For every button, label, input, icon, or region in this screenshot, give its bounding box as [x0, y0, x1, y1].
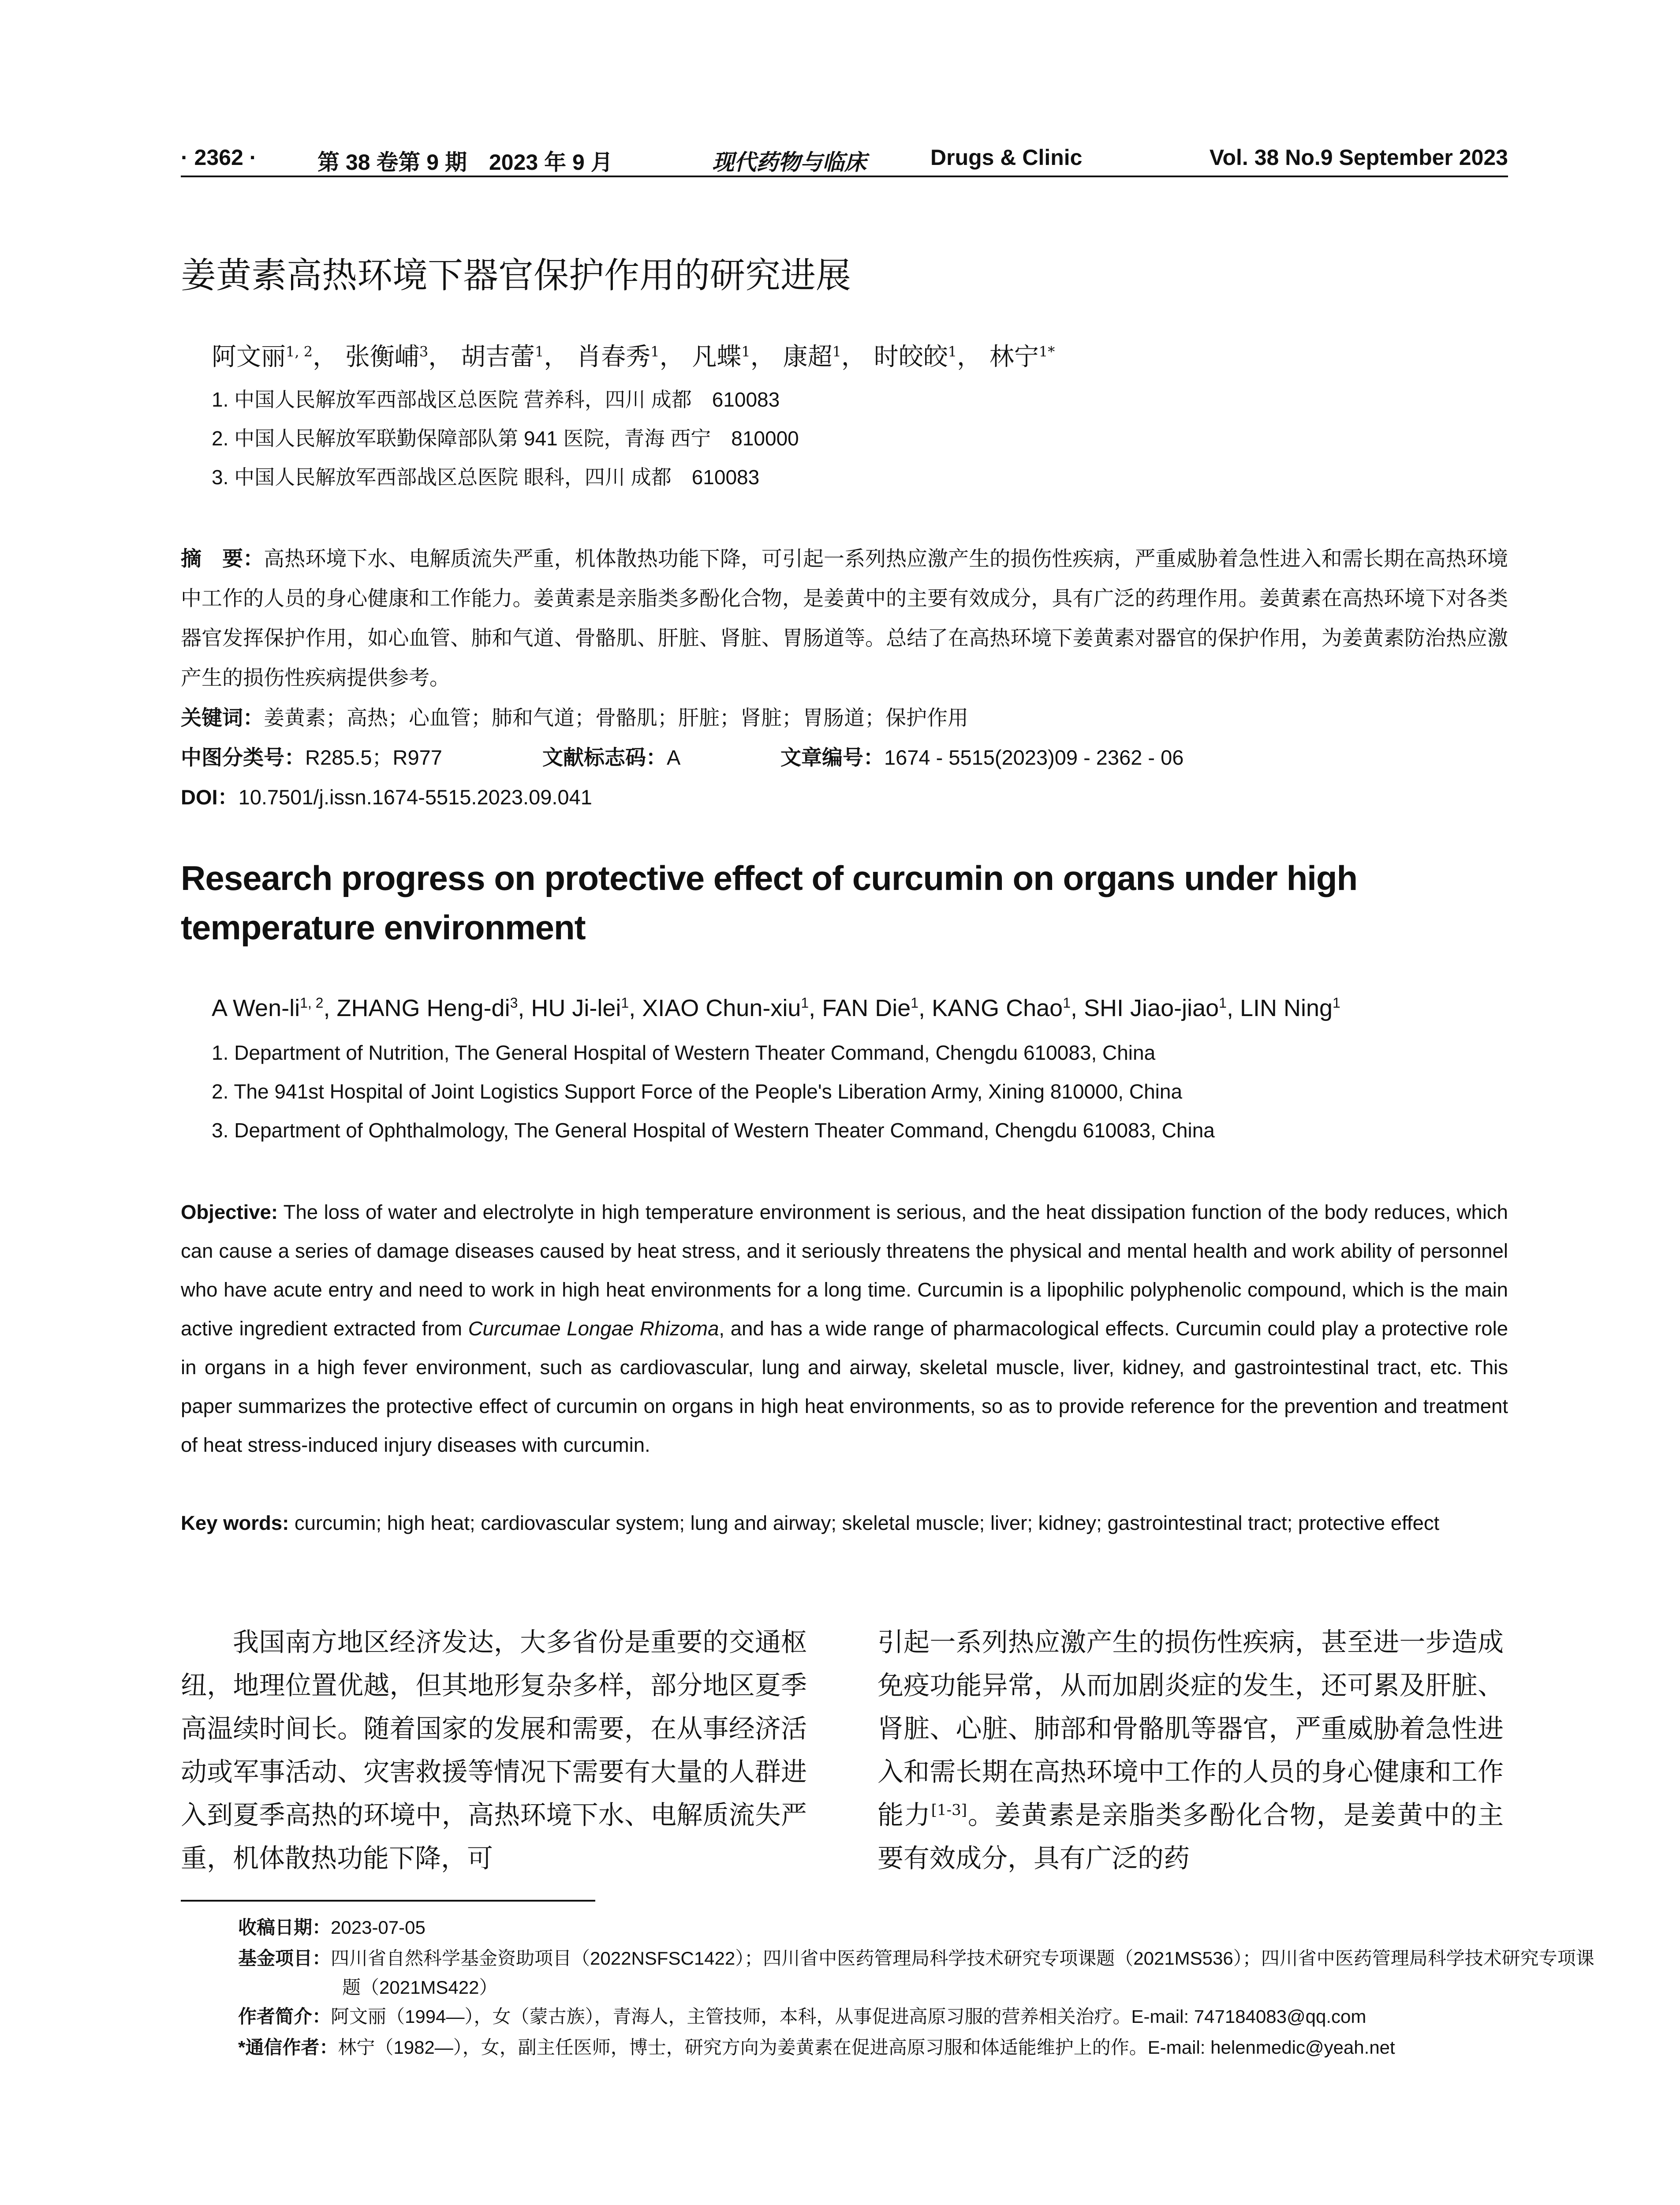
- footnote-label: 收稿日期：: [238, 1917, 331, 1938]
- abstract-label-zh: 摘 要：: [181, 547, 264, 570]
- author-affil-mark: 1: [650, 343, 660, 360]
- keywords-label-zh: 关键词：: [181, 706, 264, 729]
- footnote-value: 阿文丽（1994—），女（蒙古族），青海人，主管技师，本科，从事促进高原习服的营养相关治疗。E-mail: 747184083@qq.com: [331, 2006, 1366, 2027]
- keywords-zh: [181, 698, 1508, 738]
- author-affil-mark: 1: [535, 343, 544, 360]
- affiliation-en: 1. Department of Nutrition, The General Hospital of Western Theater Command, Chengdu 610083, China: [212, 1041, 1156, 1064]
- body-column-left: 我国南方地区经济发达，大多省份是重要的交通枢纽，地理位置优越，但其地形复杂多样，部分地区夏季高温续时间长。随着国家的发展和需要，在从事经济活动或军事活动、灾害救援等情况下需要有大量的人群进入到夏季高热的环境中，高热环境下水、电解质流失严重，机体散热功能下降，可: [181, 1627, 807, 1873]
- journal-name-zh: 现代药物与临床: [712, 149, 866, 175]
- author-affil-mark: 1: [1333, 995, 1340, 1011]
- author-affil-mark: 1: [801, 995, 809, 1011]
- doi-value: 10.7501/j.issn.1674-5515.2023.09.041: [238, 785, 592, 809]
- citation-ref: [1-3]: [931, 1801, 967, 1819]
- doi-line: [181, 777, 1508, 817]
- page-number: · 2362 ·: [181, 145, 257, 170]
- running-header: [181, 140, 1508, 177]
- affiliation-zh: 1. 中国人民解放军西部战区总医院 营养科，四川 成都 610083: [212, 388, 780, 411]
- author-name: KANG Chao: [932, 995, 1063, 1021]
- keywords-text-en: curcumin; high heat; cardiovascular system; lung and airway; skeletal muscle; liver; kidney; gastrointestinal tract; protective effect: [289, 1512, 1440, 1534]
- footnote-value: 2023-07-05: [331, 1917, 426, 1938]
- body-text: 引起一系列热应激产生的损伤性疾病，甚至进一步造成免疫功能异常，从而加剧炎症的发生，还可累及肝脏、肾脏、心脏、肺部和骨骼肌等器官，严重威胁着急性进入和需长期在高热环境中工作的人员的身心健康和工作能力: [877, 1627, 1504, 1830]
- author-name: 康超: [783, 343, 833, 371]
- author-affil-mark: 1: [1219, 995, 1227, 1011]
- author-affil-mark: 1: [1063, 995, 1071, 1011]
- body-column-right: [877, 1621, 1504, 1880]
- keywords-label-en: Key words:: [181, 1512, 289, 1534]
- abstract-text-en: The loss of water and electrolyte in high temperature environment is serious, and the heat dissipation function of the body reduces, which can cause a series of damage diseases caused by heat stress, and it seriously threatens the physical and mental health and work ability of personnel who have acute entry and need to work in high heat environments for a long time. Curcumin is a lipophilic polyphenolic compound, which is the main active ingredient extracted from: [181, 1201, 1508, 1340]
- author-name: SHI Jiao-jiao: [1084, 995, 1219, 1021]
- footnote-corresponding-author: [238, 2033, 1508, 2062]
- author-list-zh: 阿文丽$^{1, 2}$， 张衡峬$^3$， 胡吉蕾$^1$， 肖春秀$^1$， 凡蝶$^1$， 康超$^1$， 时皎皎$^1$， 林宁$^{1*}$: [212, 343, 1055, 371]
- article-title-en: Research progress on protective effect of curcumin on organs under high temperature environment: [181, 859, 1358, 947]
- abstract-text-zh: 高热环境下水、电解质流失严重，机体散热功能下降，可引起一系列热应激产生的损伤性疾病，严重威胁着急性进入和需长期在高热环境中工作的人员的身心健康和工作能力。姜黄素是亲脂类多酚化合物，是姜黄中的主要有效成分，具有广泛的药理作用。姜黄素在高热环境下对各类器官发挥保护作用，如心血管、肺和气道、骨骼肌、肝脏、肾脏、胃肠道等。总结了在高热环境下姜黄素对器官的保护作用，为姜黄素防治热应激产生的损伤性疾病提供参考。: [181, 547, 1508, 690]
- footnote-label: 基金项目：: [238, 1948, 331, 1969]
- keywords-text-zh: 姜黄素；高热；心血管；肺和气道；骨骼肌；肝脏；肾脏；胃肠道；保护作用: [264, 706, 968, 730]
- author-affil-mark: 1: [832, 343, 841, 360]
- affiliation-en: 2. The 941st Hospital of Joint Logistics Support Force of the People's Liberation Army, Xining 810000, China: [212, 1080, 1183, 1103]
- author-name: FAN Die: [822, 995, 911, 1021]
- affiliation-en: 3. Department of Ophthalmology, The General Hospital of Western Theater Command, Chengdu 610083, China: [212, 1119, 1215, 1142]
- author-affil-mark: 3: [510, 995, 518, 1011]
- author-name: HU Ji-lei: [531, 995, 621, 1021]
- doi-label: DOI：: [181, 785, 239, 809]
- body-text: 。姜黄素是亲脂类多酚化合物，是姜黄中的主要有效成分，具有广泛的药: [877, 1800, 1504, 1873]
- footnote-received-date: [238, 1913, 1508, 1942]
- doc-code-value: A: [667, 746, 681, 769]
- issue-info-zh: 第 38 卷第 9 期 2023 年 9 月: [317, 150, 613, 175]
- abstract-latin-name: Curcumae Longae Rhizoma: [468, 1317, 719, 1340]
- author-name: 阿文丽: [212, 343, 286, 371]
- author-name: 林宁: [989, 343, 1039, 371]
- author-affil-mark: 1: [741, 343, 750, 360]
- footnote-value: 林宁（1982—），女，副主任医师，博士，研究方向为姜黄素在促进高原习服和体适能维护上的作。E-mail: helenmedic@yeah.net: [338, 2037, 1395, 2058]
- footnote-author-bio: [238, 2002, 1508, 2031]
- clc-label: 中图分类号：: [181, 746, 305, 769]
- author-affil-mark: 1, 2: [300, 995, 324, 1011]
- author-affil-mark: 1: [621, 995, 629, 1011]
- author-name: LIN Ning: [1239, 995, 1333, 1021]
- volume-info-en: Vol. 38 No.9 September 2023: [1209, 145, 1508, 170]
- abstract-text-en-cont: , and has a wide range of pharmacological effects. Curcumin could play a protective role in organs in a high fever environment, such as cardiovascular, lung and airway, skeletal muscle, liver, kidney, and gastrointestinal tract, etc. This paper summarizes the protective effect of curcumin on organs in high heat environments, so as to provide reference for the prevention and treatment of heat stress-induced injury diseases with curcumin.: [181, 1317, 1508, 1456]
- author-name: 肖春秀: [576, 343, 651, 371]
- footnote-label: 作者简介：: [238, 2006, 331, 2027]
- author-affil-mark: 3: [419, 343, 429, 360]
- footnote-divider: [181, 1900, 595, 1902]
- author-name: 凡蝶: [692, 343, 742, 371]
- author-affil-mark: 1: [948, 343, 957, 360]
- article-number-value: 1674 - 5515(2023)09 - 2362 - 06: [884, 746, 1184, 769]
- abstract-zh: [181, 539, 1508, 698]
- journal-name-en: Drugs & Clinic: [930, 145, 1083, 170]
- author-affil-mark: 1: [911, 995, 919, 1011]
- author-name: A Wen-li: [212, 995, 300, 1021]
- article-title-zh: 姜黄素高热环境下器官保护作用的研究进展: [181, 256, 851, 295]
- affiliation-zh: 2. 中国人民解放军联勤保障部队第 941 医院，青海 西宁 810000: [212, 427, 799, 450]
- footnote-label: *通信作者：: [238, 2037, 338, 2058]
- author-list-en: A Wen-li$^{1, 2}$, ZHANG Heng-$di^3$, HU Ji-lei$^1$, XIAO Chun-xiu$^1$, FAN Die$^1$, KANG Chao$^1$, SHI Jiao-jiao$^1$, LIN Ning$^1$: [212, 995, 1340, 1021]
- doc-code-label: 文献标志码：: [542, 746, 667, 769]
- author-name: 时皎皎: [874, 343, 948, 371]
- article-number-label: 文章编号：: [780, 746, 884, 769]
- affiliation-zh: 3. 中国人民解放军西部战区总医院 眼科，四川 成都 610083: [212, 466, 760, 489]
- author-name: 胡吉蕾: [461, 343, 535, 371]
- author-name: ZHANG Heng-di: [336, 995, 510, 1021]
- keywords-en: [181, 1504, 1508, 1543]
- author-name: 张衡峬: [345, 343, 419, 371]
- author-name: XIAO Chun-xiu: [642, 995, 801, 1021]
- footnote-funding: [238, 1944, 1612, 2002]
- footnote-value: 四川省自然科学基金资助项目（2022NSFSC1422）；四川省中医药管理局科学技术研究专项课题（2021MS536）；四川省中医药管理局科学技术研究专项课题（2021MS422）: [331, 1948, 1594, 1998]
- clc-value: R285.5；R977: [305, 746, 442, 769]
- abstract-label-en: Objective:: [181, 1201, 278, 1223]
- author-affil-mark: 1, 2: [286, 343, 313, 360]
- author-affil-mark: 1*: [1038, 343, 1055, 360]
- classification-line: [181, 738, 1508, 777]
- abstract-en: [181, 1193, 1508, 1465]
